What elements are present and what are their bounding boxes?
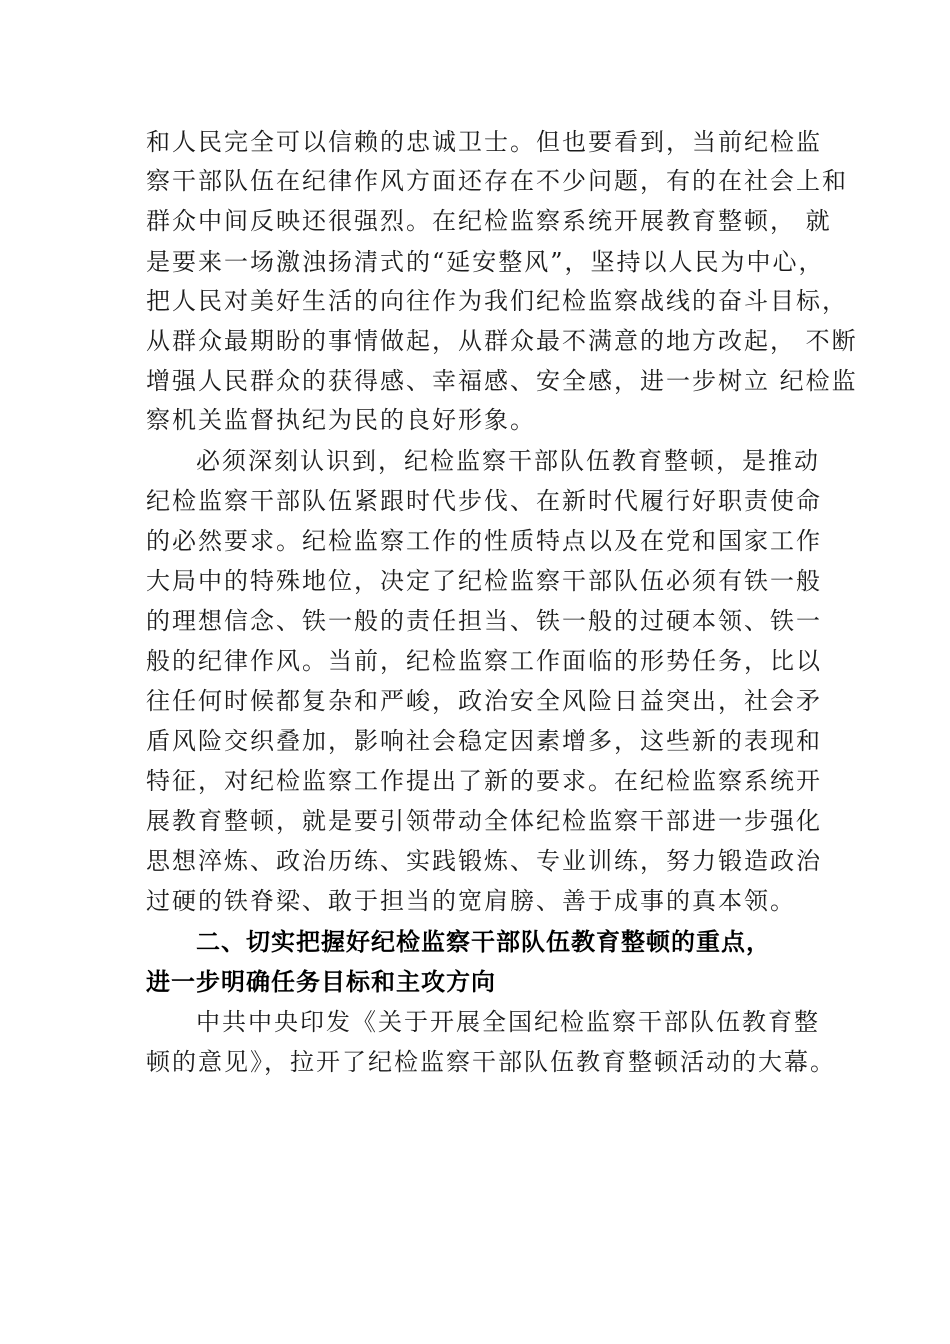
- paragraph-2-line-8: 盾风险交织叠加，影响社会稳定因素增多，这些新的表现和: [146, 727, 822, 755]
- paragraph-2-line-1: 必须深刻认识到，纪检监察干部队伍教育整顿，是推动: [196, 447, 820, 475]
- paragraph-2-line-3: 的必然要求。纪检监察工作的性质特点以及在党和国家工作: [146, 527, 822, 555]
- paragraph-2-line-12: 过硬的铁脊梁、敢于担当的宽肩膀、善于成事的真本领。: [146, 887, 796, 915]
- paragraph-1-line-8: 察机关监督执纪为民的良好形象。: [146, 406, 536, 434]
- paragraph-2-line-5: 的理想信念、铁一般的责任担当、铁一般的过硬本领、铁一: [146, 607, 822, 635]
- paragraph-1-line-7: 增强人民群众的获得感、幸福感、安全感，进一步树立 纪检监: [146, 367, 858, 395]
- paragraph-2-line-10: 展教育整顿，就是要引领带动全体纪检监察干部进一步强化: [146, 807, 822, 835]
- paragraph-2-line-7: 往任何时候都复杂和严峻，政治安全风险日益突出，社会矛: [146, 687, 822, 715]
- paragraph-2-line-4: 大局中的特殊地位，决定了纪检监察干部队伍必须有铁一般: [146, 567, 822, 595]
- paragraph-3-line-2: 顿的意见》，拉开了纪检监察干部队伍教育整顿活动的大幕。: [146, 1048, 836, 1076]
- section-heading-line-1: 二、切实把握好纪检监察干部队伍教育整顿的重点，: [196, 928, 771, 956]
- paragraph-3-line-1: 中共中央印发《关于开展全国纪检监察干部队伍教育整: [196, 1008, 820, 1036]
- paragraph-2-line-11: 思想淬炼、政治历练、实践锻炼、专业训练，努力锻造政治: [146, 847, 822, 875]
- paragraph-2-line-2: 纪检监察干部队伍紧跟时代步伐、在新时代履行好职责使命: [146, 487, 822, 515]
- paragraph-1-line-5: 把人民对美好生活的向往作为我们纪检监察战线的奋斗目标，: [146, 287, 848, 315]
- paragraph-1-line-3: 群众中间反映还很强烈。在纪检监察系统开展教育整顿， 就: [146, 207, 832, 235]
- paragraph-2-line-9: 特征，对纪检监察工作提出了新的要求。在纪检监察系统开: [146, 767, 822, 795]
- paragraph-1-line-2: 察干部队伍在纪律作风方面还存在不少问题，有的在社会上和: [146, 167, 848, 195]
- paragraph-1-line-1: 和人民完全可以信赖的忠诚卫士。但也要看到，当前纪检监: [146, 128, 822, 156]
- paragraph-1-line-4: 是要来一场激浊扬清式的“延安整风”，坚持以人民为中心，: [146, 248, 825, 276]
- paragraph-2-line-6: 般的纪律作风。当前，纪检监察工作面临的形势任务，比以: [146, 647, 822, 675]
- section-heading-line-2: 进一步明确任务目标和主攻方向: [146, 968, 496, 996]
- paragraph-1-line-6: 从群众最期盼的事情做起，从群众最不满意的地方改起， 不断: [146, 327, 858, 355]
